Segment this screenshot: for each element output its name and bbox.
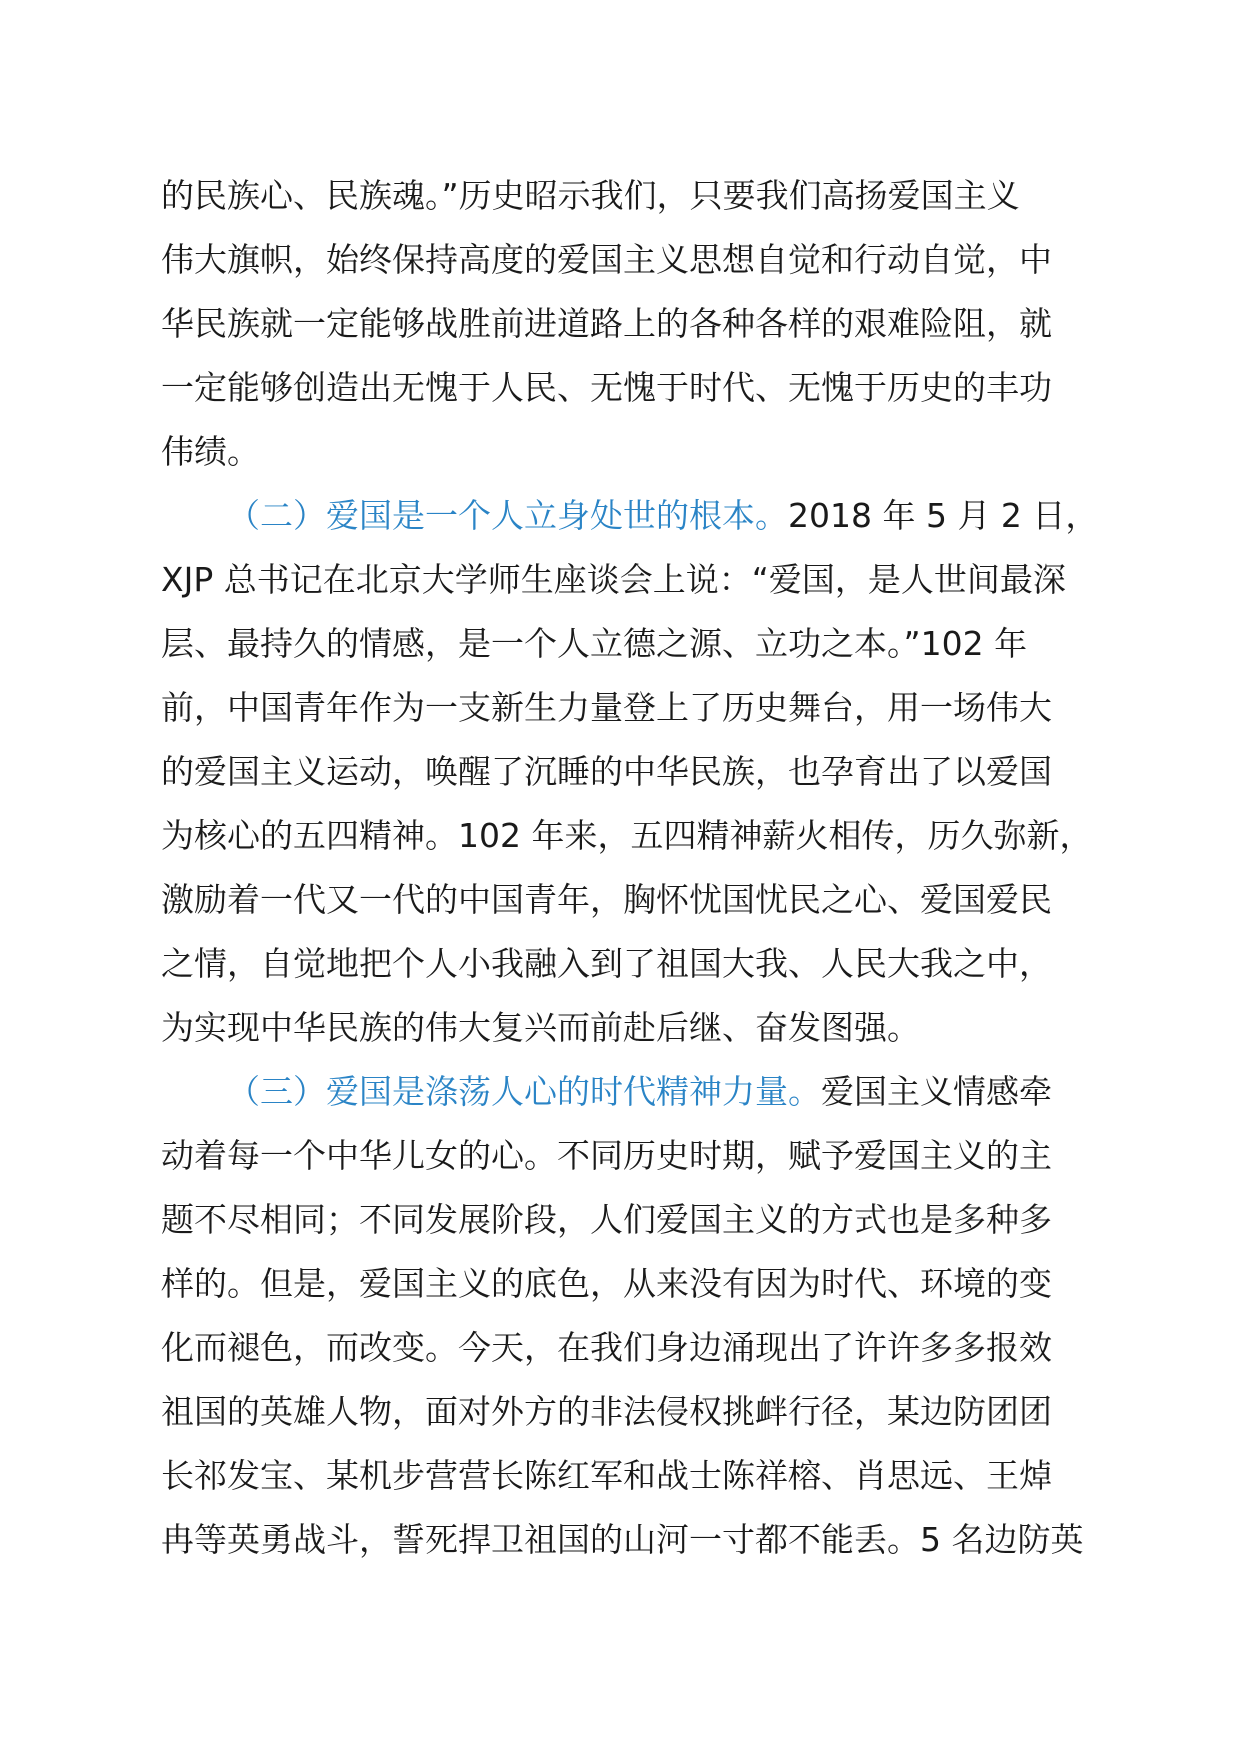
paragraph-line: 冉等英勇战斗，誓死捍卫祖国的山河一寸都不能丢。5 名边防英 (161, 1520, 1084, 1559)
paragraph-line: 长祁发宝、某机步营营长陈红军和战士陈祥榕、肖思远、王焯 (161, 1456, 1052, 1495)
paragraph-3 (161, 1060, 1121, 1572)
paragraph-line: 为实现中华民族的伟大复兴而前赴后继、奋发图强。 (161, 1008, 920, 1047)
paragraph-line: 华民族就一定能够战胜前进道路上的各种各样的艰难险阻，就 (161, 304, 1052, 343)
paragraph-line: 的爱国主义运动，唤醒了沉睡的中华民族，也孕育出了以爱国 (161, 752, 1052, 791)
paragraph-2 (161, 484, 1121, 1060)
paragraph-first-line (161, 1060, 1121, 1124)
paragraph-first-line (161, 484, 1121, 548)
paragraph-line: 伟大旗帜，始终保持高度的爱国主义思想自觉和行动自觉，中 (161, 240, 1052, 279)
paragraph-line: 为核心的五四精神。102 年来，五四精神薪火相传，历久弥新， (161, 816, 1093, 855)
paragraph-line: 化而褪色，而改变。今天，在我们身边涌现出了许许多多报效 (161, 1328, 1052, 1367)
paragraph-text: 2018 年 5 月 2 日， (788, 496, 1099, 535)
paragraph-line: XJP 总书记在北京大学师生座谈会上说：“爱国，是人世间最深 (161, 560, 1066, 599)
paragraph-line: 的民族心、民族魂。”历史昭示我们，只要我们高扬爱国主义 (161, 176, 1020, 215)
paragraph-line: 层、最持久的情感，是一个人立德之源、立功之本。”102 年 (161, 624, 1028, 663)
paragraph-1 (161, 164, 1121, 484)
paragraph-line: 题不尽相同；不同发展阶段，人们爱国主义的方式也是多种多 (161, 1200, 1052, 1239)
paragraph-line: 动着每一个中华儿女的心。不同历史时期，赋予爱国主义的主 (161, 1136, 1052, 1175)
paragraph-line: 一定能够创造出无愧于人民、无愧于时代、无愧于历史的丰功 (161, 368, 1052, 407)
paragraph-line: 伟绩。 (161, 432, 260, 471)
section-heading: （二）爱国是一个人立身处世的根本。 (227, 496, 788, 535)
paragraph-line: 激励着一代又一代的中国青年，胸怀忧国忧民之心、爱国爱民 (161, 880, 1052, 919)
paragraph-line: 样的。但是，爱国主义的底色，从来没有因为时代、环境的变 (161, 1264, 1052, 1303)
section-heading: （三）爱国是涤荡人心的时代精神力量。 (227, 1072, 821, 1111)
paragraph-text: 爱国主义情感牵 (821, 1072, 1052, 1111)
paragraph-line: 祖国的英雄人物，面对外方的非法侵权挑衅行径，某边防团团 (161, 1392, 1052, 1431)
document-body (161, 164, 1121, 1572)
paragraph-line: 之情，自觉地把个人小我融入到了祖国大我、人民大我之中， (161, 944, 1052, 983)
paragraph-line: 前，中国青年作为一支新生力量登上了历史舞台，用一场伟大 (161, 688, 1052, 727)
